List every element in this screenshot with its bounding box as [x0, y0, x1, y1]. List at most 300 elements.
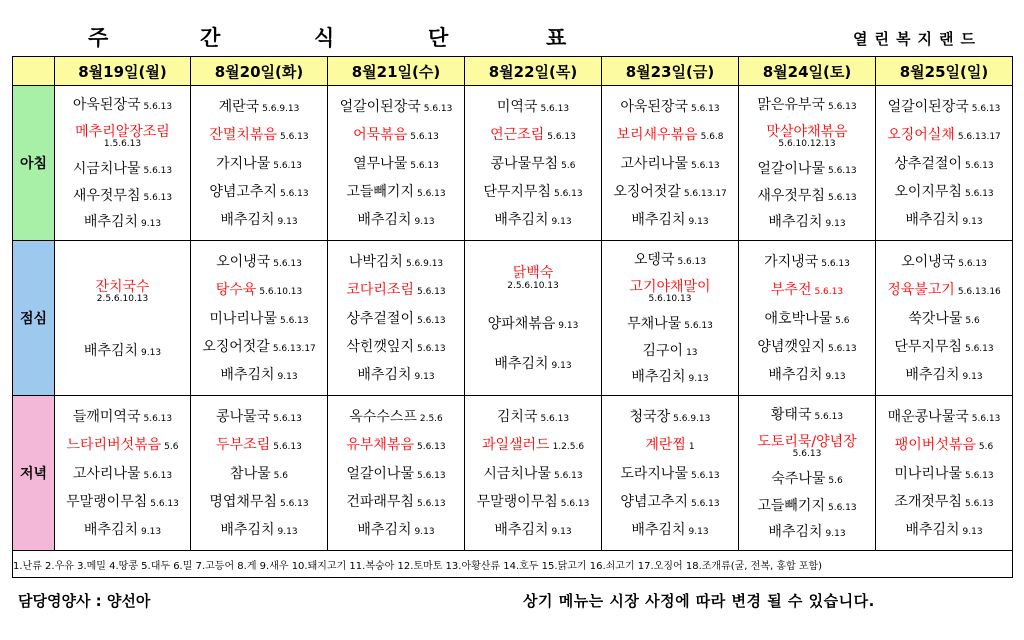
dietitian-label: 담당영양사 : 양선아 — [18, 592, 151, 610]
allergy-codes: 5.6.13 — [416, 499, 446, 510]
allergy-codes: 5.6.13 — [690, 103, 720, 114]
menu-item — [465, 98, 601, 115]
dish-name: 정육불고기 — [887, 282, 955, 299]
menu-item — [876, 338, 1012, 355]
dish-name: 콩나물국 — [216, 408, 271, 425]
dish-name: 무말랭이무침 — [476, 494, 558, 511]
menu-cell — [465, 396, 602, 551]
menu-cell — [328, 241, 465, 396]
allergy-codes: 5.6.13 — [279, 315, 309, 326]
menu-cell — [876, 396, 1013, 551]
allergy-codes: 5.6.13 — [553, 189, 583, 200]
weekly-menu-table — [12, 56, 1013, 578]
dish-name: 배추김치 — [357, 522, 412, 539]
menu-item — [191, 253, 327, 270]
allergy-codes: 5.6.13 — [560, 499, 590, 510]
menu-item — [328, 436, 464, 453]
dish-name: 얼갈이된장국 — [887, 98, 969, 115]
menu-item — [739, 96, 875, 113]
allergy-codes: 9.13 — [414, 527, 435, 538]
allergy-codes: 2.5.6 — [419, 413, 443, 424]
allergy-codes: 9.13 — [551, 527, 572, 538]
dish-name: 무말랭이무침 — [66, 494, 148, 511]
dish-name: 양념고추지 — [620, 494, 688, 511]
menu-cell — [191, 86, 328, 241]
dish-name: 배추김치 — [905, 522, 960, 539]
menu-item — [55, 521, 190, 538]
page-title — [60, 22, 620, 52]
dish-name: 닭백숙 — [512, 265, 554, 282]
dish-name: 오징어실채 — [887, 127, 955, 144]
menu-item — [328, 493, 464, 510]
allergy-codes: 5.6.13 — [553, 470, 583, 481]
menu-item — [739, 160, 875, 177]
allergy-codes: 5.6.13 — [143, 413, 173, 424]
allergy-codes: 1.2.5.6 — [552, 442, 585, 453]
dish-name: 두부조림 — [216, 437, 271, 454]
allergy-codes: 5.6.13 — [410, 160, 439, 171]
menu-cell — [328, 86, 465, 241]
allergy-codes: 5.6.13.17 — [272, 344, 316, 355]
menu-item — [876, 98, 1012, 115]
allergy-codes: 5.6.13 — [821, 258, 850, 269]
day-header: 8월20일(화) — [191, 57, 328, 86]
menu-cell — [876, 86, 1013, 241]
dish-name: 애호박나물 — [764, 310, 833, 327]
dish-name: 미나리나물 — [894, 465, 962, 482]
menu-cell — [465, 86, 602, 241]
menu-item — [55, 408, 190, 425]
allergy-codes: 5.6.13 — [279, 189, 309, 200]
dish-name: 배추김치 — [83, 214, 139, 231]
menu-item — [739, 366, 875, 383]
allergy-codes: 9.13 — [688, 527, 709, 538]
menu-item — [328, 338, 464, 355]
menu-cell — [191, 396, 328, 551]
dish-name: 메추리알장조림 — [75, 123, 170, 140]
dish-name: 콩나물무침 — [490, 155, 559, 172]
menu-item — [465, 211, 601, 228]
allergy-codes: 5.6.10.13 — [259, 287, 303, 298]
menu-item — [876, 408, 1012, 425]
menu-item — [191, 98, 327, 115]
dish-name: 황태국 — [770, 406, 812, 423]
allergy-codes: 2.5.6.10.13 — [507, 281, 559, 292]
allergy-codes: 5.6.13 — [964, 160, 994, 171]
menu-item — [739, 523, 875, 540]
allergy-codes: 5.6.13 — [964, 470, 994, 481]
allergy-codes: 5.6.8 — [700, 132, 724, 143]
menu-cell — [739, 86, 876, 241]
allergy-codes: 5.6.13 — [416, 470, 446, 481]
menu-cell — [739, 241, 876, 396]
allergy-codes: 5.6.13 — [690, 499, 720, 510]
allergy-codes: 5.6.13 — [143, 192, 173, 203]
menu-item — [328, 211, 464, 228]
dish-name: 배추김치 — [631, 212, 686, 229]
menu-cell — [55, 241, 191, 396]
dish-name: 가지나물 — [216, 155, 271, 172]
dish-name: 배추김치 — [768, 367, 823, 384]
dish-name: 청국장 — [629, 408, 671, 425]
day-header: 8월23일(금) — [602, 57, 739, 86]
allergy-codes: 5.6.9.13 — [405, 258, 444, 269]
dish-name: 건파래무침 — [346, 494, 414, 511]
allergy-codes: 5.6.13 — [964, 189, 994, 200]
allergy-codes: 5.6.13 — [827, 101, 857, 112]
dish-name: 고들빼기지 — [346, 184, 414, 201]
menu-item — [739, 253, 875, 270]
day-header: 8월25일(일) — [876, 57, 1013, 86]
dish-name: 상추겉절이 — [346, 310, 414, 327]
allergy-codes: 2.5.6.10.13 — [96, 294, 149, 305]
menu-item — [602, 368, 738, 385]
menu-item — [465, 155, 601, 172]
dish-name: 도라지나물 — [620, 465, 688, 482]
dish-name: 오뎅국 — [633, 251, 675, 268]
facility-name: 열린복지랜드 — [853, 30, 982, 48]
allergy-codes: 9.13 — [962, 372, 983, 383]
menu-item — [328, 126, 464, 143]
allergy-codes: 5.6 — [561, 160, 576, 171]
menu-item — [602, 315, 738, 332]
menu-cell — [465, 241, 602, 396]
allergy-codes: 5.6.13.17 — [683, 189, 727, 200]
allergy-codes: 5.6.13 — [416, 344, 446, 355]
menu-item — [739, 123, 875, 150]
menu-item — [191, 155, 327, 172]
allergy-codes: 5.6.13 — [410, 132, 439, 143]
meal-label: 저녁 — [13, 396, 55, 551]
dish-name: 옥수수스프 — [349, 408, 417, 425]
menu-item — [602, 408, 738, 425]
dish-name: 아욱된장국 — [620, 98, 688, 115]
menu-item — [465, 315, 601, 332]
dish-name: 김구이 — [642, 342, 684, 359]
day-header: 8월19일(월) — [55, 57, 191, 86]
allergy-codes: 5.6.13 — [540, 413, 570, 424]
allergy-codes: 9.13 — [414, 372, 435, 383]
day-header-row — [13, 57, 1013, 86]
title-char: 표 — [546, 26, 567, 50]
dish-name: 양념고추지 — [209, 184, 277, 201]
allergy-codes: 5.6.10.13 — [648, 294, 692, 305]
allergy-codes: 5.6.13 — [827, 502, 857, 513]
dish-name: 무채나물 — [627, 315, 682, 332]
allergy-codes: 5.6.13 — [827, 192, 857, 203]
dish-name: 배추김치 — [631, 522, 686, 539]
dish-name: 단무지무침 — [894, 339, 962, 356]
corner-cell — [13, 57, 55, 86]
menu-item — [876, 493, 1012, 510]
meal-label: 점심 — [13, 241, 55, 396]
dish-name: 열무나물 — [353, 155, 408, 172]
allergy-codes: 5.6.13 — [416, 189, 446, 200]
allergy-codes: 9.13 — [277, 527, 298, 538]
allergy-codes: 5.6.9.13 — [262, 103, 300, 114]
dish-name: 잔멸치볶음 — [209, 127, 277, 144]
dish-name: 팽이버섯볶음 — [894, 437, 976, 454]
menu-item — [465, 436, 601, 453]
allergy-codes: 5.6.13.16 — [957, 287, 1001, 298]
menu-item — [328, 310, 464, 327]
allergy-codes: 5.6 — [965, 315, 980, 326]
menu-item — [465, 408, 601, 425]
allergy-codes: 5.6.13 — [792, 449, 822, 460]
menu-item — [328, 98, 464, 115]
allergy-codes: 5.6.13.17 — [957, 132, 1001, 143]
allergy-codes: 5.6 — [828, 475, 843, 486]
allergy-codes: 5.6.13 — [279, 132, 309, 143]
dish-name: 참나물 — [230, 465, 271, 482]
dish-name: 배추김치 — [494, 212, 549, 229]
menu-item — [739, 497, 875, 514]
allergy-codes: 9.13 — [277, 372, 298, 383]
day-header: 8월22일(목) — [465, 57, 602, 86]
menu-item — [465, 355, 601, 372]
dish-name: 아욱된장국 — [72, 96, 141, 113]
dish-name: 나박김치 — [348, 253, 403, 270]
dish-name: 잔치국수 — [95, 278, 150, 295]
allergy-codes: 5.6.13 — [827, 344, 857, 355]
allergy-codes: 9.13 — [688, 374, 709, 385]
menu-item — [739, 281, 875, 298]
menu-item — [465, 521, 601, 538]
dish-name: 새우젓무침 — [757, 187, 825, 204]
title-char: 식 — [314, 26, 335, 50]
allergy-codes: 9.13 — [558, 320, 579, 331]
menu-item — [55, 187, 190, 204]
dish-name: 고들빼기지 — [757, 497, 825, 514]
dish-name: 고기야채말이 — [629, 278, 711, 295]
menu-item — [739, 187, 875, 204]
dish-name: 맛살야채볶음 — [766, 123, 848, 140]
dish-name: 배추김치 — [494, 355, 549, 372]
allergy-codes: 5.6.13 — [814, 411, 844, 422]
allergy-codes: 5.6.13 — [814, 287, 844, 298]
menu-item — [328, 521, 464, 538]
allergy-codes: 5.6.13 — [547, 132, 576, 143]
allergy-codes: 1.5.6.13 — [103, 139, 142, 150]
menu-item — [876, 366, 1012, 383]
dish-name: 배추김치 — [494, 522, 549, 539]
dish-name: 계란국 — [218, 98, 260, 115]
dish-name: 배추김치 — [768, 524, 823, 541]
menu-item — [602, 98, 738, 115]
menu-item — [191, 281, 327, 298]
dish-name: 조개젓무침 — [894, 494, 962, 511]
menu-item — [191, 126, 327, 143]
allergy-codes: 9.13 — [688, 217, 709, 228]
menu-item — [739, 470, 875, 487]
menu-item — [465, 465, 601, 482]
dish-name: 배추김치 — [905, 367, 960, 384]
dish-name: 탕수육 — [215, 282, 257, 299]
menu-item — [602, 436, 738, 453]
menu-change-notice: 상기 메뉴는 시장 사정에 따라 변경 될 수 있습니다. — [523, 592, 875, 610]
dish-name: 배추김치 — [357, 367, 412, 384]
allergy-codes: 5.6.13 — [416, 315, 446, 326]
menu-item — [876, 183, 1012, 200]
allergy-codes: 5.6.13 — [143, 470, 173, 481]
meal-label: 아침 — [13, 86, 55, 241]
menu-item — [739, 213, 875, 230]
allergy-codes: 9.13 — [551, 360, 572, 371]
allergy-codes: 9.13 — [277, 217, 298, 228]
dish-name: 미역국 — [496, 98, 538, 115]
menu-item — [602, 155, 738, 172]
menu-item — [328, 155, 464, 172]
meal-row — [13, 396, 1013, 551]
dish-name: 고사리나물 — [72, 465, 141, 482]
menu-item — [328, 408, 464, 425]
menu-item — [191, 211, 327, 228]
allergy-legend-row — [13, 551, 1013, 578]
menu-item — [602, 251, 738, 268]
allergy-codes: 9.13 — [825, 529, 846, 540]
dish-name: 얼갈이나물 — [346, 465, 414, 482]
menu-item — [465, 183, 601, 200]
menu-item — [602, 342, 738, 359]
allergy-codes: 9.13 — [141, 527, 162, 538]
dish-name: 양파채볶음 — [487, 315, 556, 332]
allergy-codes: 5.6.13 — [273, 160, 302, 171]
menu-cell — [191, 241, 328, 396]
menu-item — [465, 264, 601, 291]
title-char: 단 — [428, 26, 449, 50]
menu-item — [55, 96, 190, 113]
dish-name: 양념깻잎지 — [757, 339, 825, 356]
menu-item — [876, 253, 1012, 270]
allergy-codes: 5.6.10.12.13 — [778, 139, 836, 150]
menu-item — [739, 433, 875, 460]
dish-name: 배추김치 — [220, 367, 275, 384]
menu-item — [602, 465, 738, 482]
allergy-codes: 5.6.13 — [273, 258, 302, 269]
allergy-codes: 5.6.13 — [143, 101, 173, 112]
allergy-codes: 5.6.13 — [540, 103, 570, 114]
menu-item — [602, 211, 738, 228]
dish-name: 오징어젓갈 — [613, 184, 681, 201]
dish-name: 얼갈이된장국 — [339, 98, 421, 115]
menu-item — [876, 521, 1012, 538]
menu-item — [55, 465, 190, 482]
menu-item — [55, 493, 190, 510]
dish-name: 들깨미역국 — [72, 408, 141, 425]
dish-name: 과일샐러드 — [481, 437, 550, 454]
allergy-legend: 1.난류 2.우유 3.메밀 4.땅콩 5.대두 6.밀 7.고등어 8.게 9.새우 10.돼지고기 11.복숭아 12.토마토 13.아황산류 14.호두 15.닭고기 16.쇠고기 17.오징어 18.조개류(굴, 전복, 홍합 포함) — [13, 551, 1013, 578]
title-char: 주 — [88, 26, 109, 50]
allergy-codes: 5.6.13 — [684, 320, 713, 331]
dish-name: 배추김치 — [83, 342, 139, 359]
dish-name: 코다리조림 — [346, 282, 414, 299]
menu-item — [55, 160, 190, 177]
menu-cell — [876, 241, 1013, 396]
allergy-codes: 5.6.13 — [690, 160, 720, 171]
menu-item — [328, 253, 464, 270]
menu-item — [328, 183, 464, 200]
allergy-codes: 5.6.13 — [150, 499, 179, 510]
dish-name: 매운콩나물국 — [887, 408, 969, 425]
menu-item — [328, 281, 464, 298]
allergy-codes: 5.6.13 — [273, 413, 302, 424]
allergy-codes: 5.6.13 — [677, 256, 707, 267]
menu-cell — [602, 86, 739, 241]
allergy-codes: 13 — [686, 347, 698, 358]
allergy-codes: 5.6 — [164, 442, 179, 453]
allergy-codes: 5.6 — [273, 470, 288, 481]
allergy-codes: 9.13 — [414, 217, 435, 228]
dish-name: 삭힌깻잎지 — [346, 339, 414, 356]
dish-name: 명엽채무침 — [209, 494, 277, 511]
menu-item — [55, 213, 190, 230]
allergy-codes: 9.13 — [825, 372, 846, 383]
allergy-codes: 5.6.13 — [279, 499, 309, 510]
allergy-codes: 5.6.13 — [964, 499, 994, 510]
dish-name: 유부채볶음 — [346, 437, 414, 454]
dish-name: 시금치나물 — [483, 465, 551, 482]
day-header: 8월21일(수) — [328, 57, 465, 86]
dish-name: 배추김치 — [357, 212, 412, 229]
menu-item — [876, 281, 1012, 298]
dish-name: 오이냉국 — [901, 253, 956, 270]
menu-cell — [328, 396, 465, 551]
dish-name: 부추전 — [770, 282, 812, 299]
allergy-codes: 5.6.13 — [971, 413, 1001, 424]
dish-name: 배추김치 — [220, 522, 275, 539]
allergy-codes: 5.6.13 — [416, 287, 446, 298]
menu-cell — [602, 396, 739, 551]
dish-name: 가지냉국 — [764, 253, 819, 270]
dish-name: 배추김치 — [905, 212, 960, 229]
allergy-codes: 9.13 — [141, 219, 162, 230]
allergy-codes: 9.13 — [825, 219, 846, 230]
allergy-codes: 5.6.13 — [143, 165, 173, 176]
day-header: 8월24일(토) — [739, 57, 876, 86]
dish-name: 배추김치 — [631, 369, 686, 386]
allergy-codes: 9.13 — [141, 347, 162, 358]
menu-item — [876, 126, 1012, 143]
menu-item — [876, 155, 1012, 172]
meal-row — [13, 86, 1013, 241]
menu-item — [328, 366, 464, 383]
menu-item — [739, 338, 875, 355]
menu-item — [191, 521, 327, 538]
menu-item — [191, 493, 327, 510]
allergy-codes: 5.6 — [835, 315, 850, 326]
dish-name: 미나리나물 — [209, 310, 277, 327]
dish-name: 얼갈이나물 — [757, 160, 825, 177]
dish-name: 새우젓무침 — [72, 187, 141, 204]
menu-item — [191, 436, 327, 453]
dish-name: 배추김치 — [220, 212, 275, 229]
menu-item — [465, 493, 601, 510]
dish-name: 단무지무침 — [483, 184, 551, 201]
menu-cell — [602, 241, 739, 396]
dish-name: 숙주나물 — [771, 470, 826, 487]
menu-item — [739, 406, 875, 423]
allergy-codes: 5.6 — [978, 442, 994, 453]
menu-item — [191, 338, 327, 355]
menu-item — [191, 310, 327, 327]
dish-name: 상추겉절이 — [894, 155, 962, 172]
allergy-codes: 1 — [688, 442, 695, 453]
menu-item — [602, 278, 738, 305]
dish-name: 배추김치 — [768, 214, 823, 231]
dish-name: 어묵볶음 — [353, 127, 408, 144]
dish-name: 오징어젓갈 — [202, 339, 270, 356]
allergy-codes: 5.6.13 — [273, 442, 302, 453]
